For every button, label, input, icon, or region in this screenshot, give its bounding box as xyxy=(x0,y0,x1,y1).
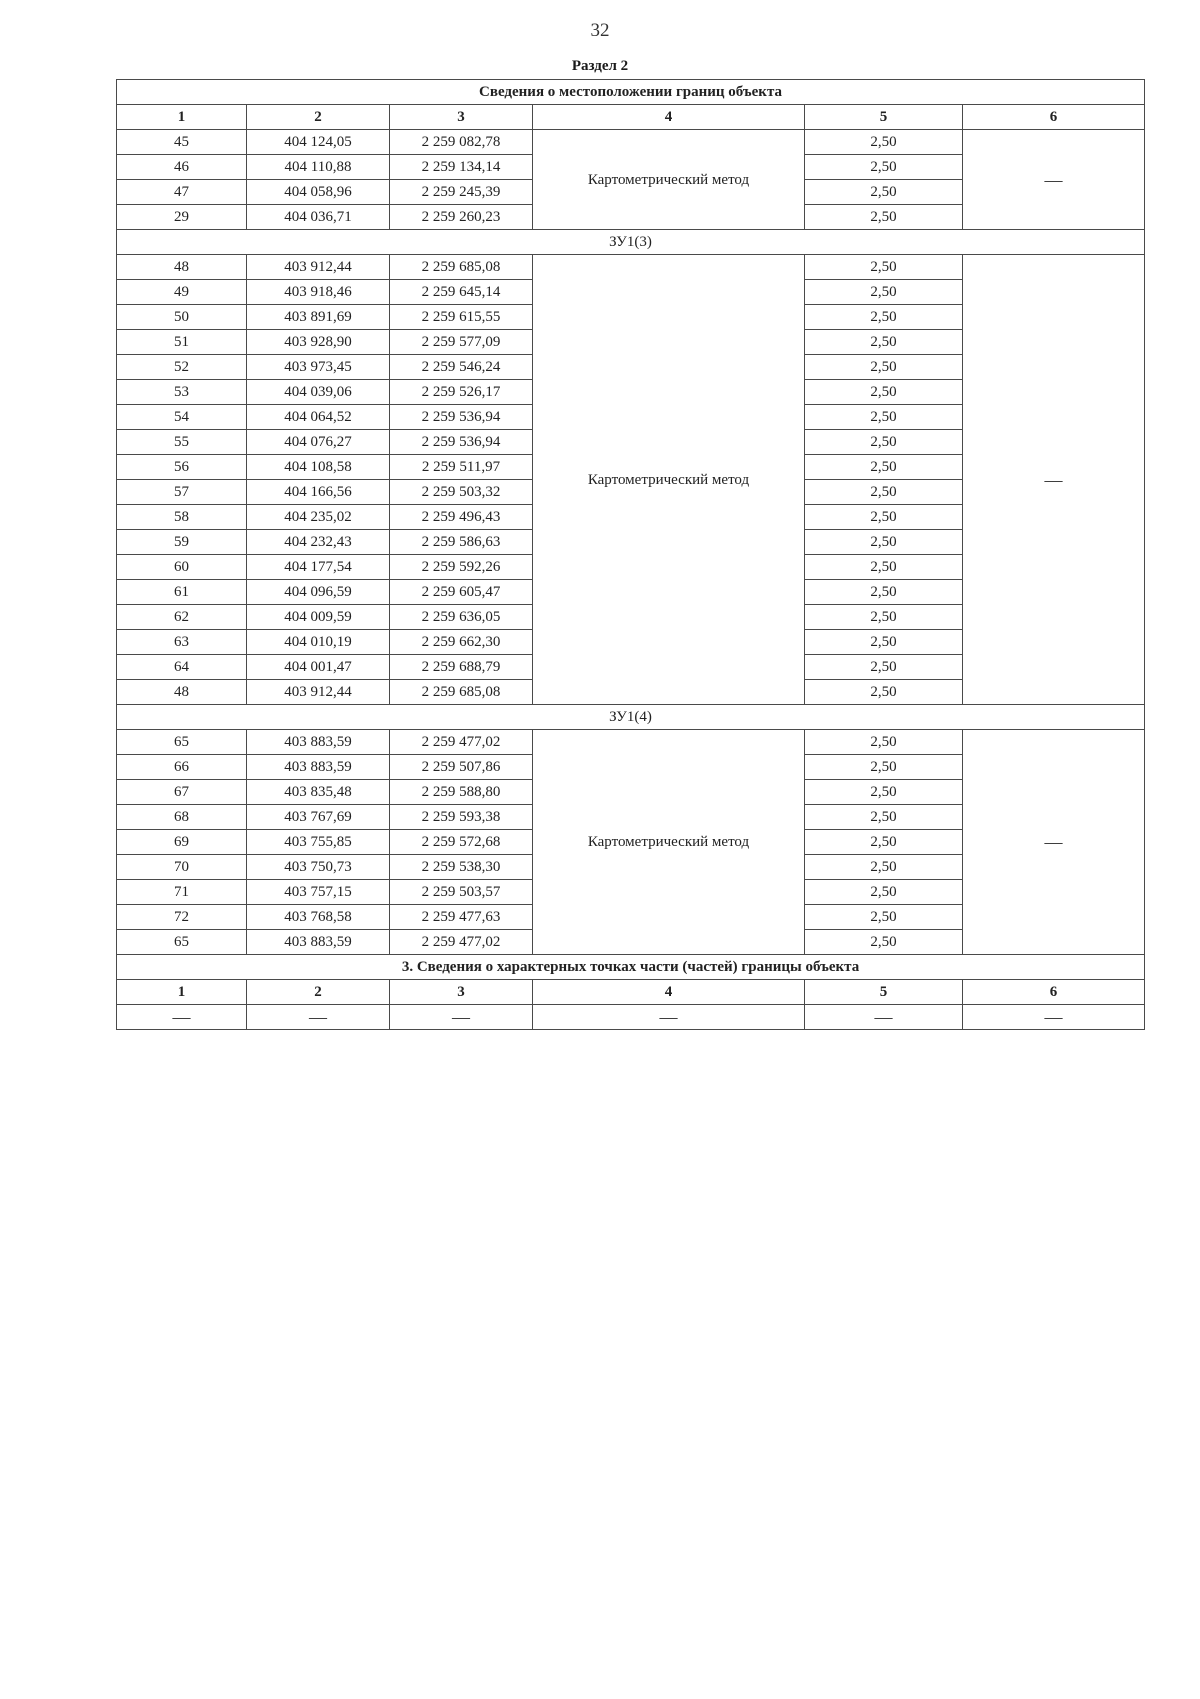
part-label-row xyxy=(117,705,1145,730)
point-number-cell: 56 xyxy=(117,455,247,480)
accuracy-cell: 2,50 xyxy=(805,330,963,355)
accuracy-cell: 2,50 xyxy=(805,855,963,880)
column-number: 1 xyxy=(117,980,247,1005)
x-coordinate-cell: 404 064,52 xyxy=(247,405,390,430)
x-coordinate-cell: 403 768,58 xyxy=(247,905,390,930)
x-coordinate-cell: 404 039,06 xyxy=(247,380,390,405)
y-coordinate-cell: 2 259 477,63 xyxy=(390,905,533,930)
point-number-cell: 47 xyxy=(117,180,247,205)
y-coordinate-cell: 2 259 685,08 xyxy=(390,255,533,280)
accuracy-cell: 2,50 xyxy=(805,480,963,505)
accuracy-cell: 2,50 xyxy=(805,455,963,480)
accuracy-cell: 2,50 xyxy=(805,305,963,330)
accuracy-cell: 2,50 xyxy=(805,255,963,280)
point-number-cell: 57 xyxy=(117,480,247,505)
point-number-cell: 65 xyxy=(117,930,247,955)
part-label-row xyxy=(117,230,1145,255)
x-coordinate-cell: 404 009,59 xyxy=(247,605,390,630)
point-number-cell: 46 xyxy=(117,155,247,180)
y-coordinate-cell: 2 259 685,08 xyxy=(390,680,533,705)
point-number-cell: 53 xyxy=(117,380,247,405)
accuracy-cell: 2,50 xyxy=(805,555,963,580)
part-points-row xyxy=(117,1005,1145,1030)
x-coordinate-cell: 403 973,45 xyxy=(247,355,390,380)
x-coordinate-cell: 403 757,15 xyxy=(247,880,390,905)
accuracy-cell: 2,50 xyxy=(805,730,963,755)
accuracy-cell: 2,50 xyxy=(805,880,963,905)
point-number-cell: 45 xyxy=(117,130,247,155)
point-number-cell: 71 xyxy=(117,880,247,905)
point-number-cell: 48 xyxy=(117,255,247,280)
accuracy-cell: 2,50 xyxy=(805,130,963,155)
x-coordinate-cell: 404 036,71 xyxy=(247,205,390,230)
x-coordinate-cell: 403 918,46 xyxy=(247,280,390,305)
point-number-cell: 63 xyxy=(117,630,247,655)
table-caption-row xyxy=(117,80,1145,105)
x-coordinate-cell: 403 912,44 xyxy=(247,255,390,280)
y-coordinate-cell: 2 259 477,02 xyxy=(390,930,533,955)
x-coordinate-cell: 404 110,88 xyxy=(247,155,390,180)
y-coordinate-cell: 2 259 134,14 xyxy=(390,155,533,180)
x-coordinate-cell: 404 177,54 xyxy=(247,555,390,580)
x-coordinate-cell: 404 058,96 xyxy=(247,180,390,205)
x-coordinate-cell: 403 891,69 xyxy=(247,305,390,330)
accuracy-cell: 2,50 xyxy=(805,605,963,630)
y-coordinate-cell: 2 259 572,68 xyxy=(390,830,533,855)
x-coordinate-cell: 404 010,19 xyxy=(247,630,390,655)
accuracy-cell: 2,50 xyxy=(805,905,963,930)
accuracy-cell: 2,50 xyxy=(805,530,963,555)
x-coordinate-cell: 404 235,02 xyxy=(247,505,390,530)
x-coordinate-cell: 404 076,27 xyxy=(247,430,390,455)
point-number-cell: 68 xyxy=(117,805,247,830)
description-cell: — xyxy=(963,730,1145,955)
method-cell: Картометрический метод xyxy=(533,130,805,230)
y-coordinate-cell: 2 259 245,39 xyxy=(390,180,533,205)
point-number-cell: 54 xyxy=(117,405,247,430)
point-number-cell: 58 xyxy=(117,505,247,530)
y-coordinate-cell: 2 259 082,78 xyxy=(390,130,533,155)
point-number-cell: 72 xyxy=(117,905,247,930)
y-coordinate-cell: 2 259 577,09 xyxy=(390,330,533,355)
y-coordinate-cell: 2 259 503,57 xyxy=(390,880,533,905)
column-number: 3 xyxy=(390,980,533,1005)
point-number-cell: 69 xyxy=(117,830,247,855)
x-coordinate-cell: 404 232,43 xyxy=(247,530,390,555)
column-number: 2 xyxy=(247,980,390,1005)
accuracy-cell: 2,50 xyxy=(805,430,963,455)
y-coordinate-cell: 2 259 636,05 xyxy=(390,605,533,630)
point-number-cell: 51 xyxy=(117,330,247,355)
accuracy-cell: 2,50 xyxy=(805,630,963,655)
empty-value-cell: — xyxy=(533,1005,805,1030)
accuracy-cell: 2,50 xyxy=(805,180,963,205)
x-coordinate-cell: 404 124,05 xyxy=(247,130,390,155)
point-number-cell: 52 xyxy=(117,355,247,380)
part-points-caption-row xyxy=(117,955,1145,980)
x-coordinate-cell: 403 883,59 xyxy=(247,930,390,955)
column-number: 4 xyxy=(533,980,805,1005)
column-number: 5 xyxy=(805,980,963,1005)
x-coordinate-cell: 403 883,59 xyxy=(247,730,390,755)
x-coordinate-cell: 404 001,47 xyxy=(247,655,390,680)
section-title: Раздел 2 xyxy=(571,58,629,74)
y-coordinate-cell: 2 259 546,24 xyxy=(390,355,533,380)
y-coordinate-cell: 2 259 593,38 xyxy=(390,805,533,830)
empty-value-cell: — xyxy=(805,1005,963,1030)
point-number-cell: 64 xyxy=(117,655,247,680)
y-coordinate-cell: 2 259 688,79 xyxy=(390,655,533,680)
column-number: 3 xyxy=(390,105,533,130)
column-number: 1 xyxy=(117,105,247,130)
part-points-caption: 3. Сведения о характерных точках части (частей) границы объекта xyxy=(117,955,1145,980)
x-coordinate-cell: 403 835,48 xyxy=(247,780,390,805)
x-coordinate-cell: 403 750,73 xyxy=(247,855,390,880)
point-number-cell: 55 xyxy=(117,430,247,455)
accuracy-cell: 2,50 xyxy=(805,680,963,705)
y-coordinate-cell: 2 259 662,30 xyxy=(390,630,533,655)
point-number-cell: 29 xyxy=(117,205,247,230)
y-coordinate-cell: 2 259 260,23 xyxy=(390,205,533,230)
accuracy-cell: 2,50 xyxy=(805,830,963,855)
point-number-cell: 48 xyxy=(117,680,247,705)
accuracy-cell: 2,50 xyxy=(805,155,963,180)
y-coordinate-cell: 2 259 536,94 xyxy=(390,405,533,430)
main-column-numbers-row xyxy=(117,105,1145,130)
accuracy-cell: 2,50 xyxy=(805,205,963,230)
accuracy-cell: 2,50 xyxy=(805,580,963,605)
method-cell: Картометрический метод xyxy=(533,255,805,705)
column-number: 6 xyxy=(963,980,1145,1005)
accuracy-cell: 2,50 xyxy=(805,280,963,305)
description-cell: — xyxy=(963,255,1145,705)
accuracy-cell: 2,50 xyxy=(805,805,963,830)
part-label: ЗУ1(4) xyxy=(117,705,1145,730)
x-coordinate-cell: 403 912,44 xyxy=(247,680,390,705)
y-coordinate-cell: 2 259 645,14 xyxy=(390,280,533,305)
y-coordinate-cell: 2 259 477,02 xyxy=(390,730,533,755)
y-coordinate-cell: 2 259 536,94 xyxy=(390,430,533,455)
y-coordinate-cell: 2 259 503,32 xyxy=(390,480,533,505)
y-coordinate-cell: 2 259 507,86 xyxy=(390,755,533,780)
y-coordinate-cell: 2 259 526,17 xyxy=(390,380,533,405)
method-cell: Картометрический метод xyxy=(533,730,805,955)
accuracy-cell: 2,50 xyxy=(805,505,963,530)
point-number-cell: 60 xyxy=(117,555,247,580)
column-number: 4 xyxy=(533,105,805,130)
table-caption: Сведения о местоположении границ объекта xyxy=(117,80,1145,105)
point-number-cell: 65 xyxy=(117,730,247,755)
accuracy-cell: 2,50 xyxy=(805,780,963,805)
x-coordinate-cell: 404 166,56 xyxy=(247,480,390,505)
empty-value-cell: — xyxy=(963,1005,1145,1030)
table-body xyxy=(117,80,1145,1030)
accuracy-cell: 2,50 xyxy=(805,405,963,430)
x-coordinate-cell: 403 767,69 xyxy=(247,805,390,830)
point-number-cell: 49 xyxy=(117,280,247,305)
x-coordinate-cell: 404 108,58 xyxy=(247,455,390,480)
point-number-cell: 67 xyxy=(117,780,247,805)
x-coordinate-cell: 403 755,85 xyxy=(247,830,390,855)
y-coordinate-cell: 2 259 496,43 xyxy=(390,505,533,530)
y-coordinate-cell: 2 259 588,80 xyxy=(390,780,533,805)
accuracy-cell: 2,50 xyxy=(805,655,963,680)
empty-value-cell: — xyxy=(390,1005,533,1030)
part-column-numbers-row xyxy=(117,980,1145,1005)
point-number-cell: 66 xyxy=(117,755,247,780)
x-coordinate-cell: 403 883,59 xyxy=(247,755,390,780)
point-number-cell: 61 xyxy=(117,580,247,605)
x-coordinate-cell: 404 096,59 xyxy=(247,580,390,605)
y-coordinate-cell: 2 259 511,97 xyxy=(390,455,533,480)
table-row xyxy=(117,255,1145,280)
y-coordinate-cell: 2 259 538,30 xyxy=(390,855,533,880)
y-coordinate-cell: 2 259 605,47 xyxy=(390,580,533,605)
point-number-cell: 59 xyxy=(117,530,247,555)
x-coordinate-cell: 403 928,90 xyxy=(247,330,390,355)
point-number-cell: 50 xyxy=(117,305,247,330)
point-number-cell: 62 xyxy=(117,605,247,630)
column-number: 2 xyxy=(247,105,390,130)
part-label: ЗУ1(3) xyxy=(117,230,1145,255)
empty-value-cell: — xyxy=(117,1005,247,1030)
y-coordinate-cell: 2 259 615,55 xyxy=(390,305,533,330)
accuracy-cell: 2,50 xyxy=(805,355,963,380)
accuracy-cell: 2,50 xyxy=(805,755,963,780)
page-number: 32 xyxy=(590,20,610,41)
empty-value-cell: — xyxy=(247,1005,390,1030)
point-number-cell: 70 xyxy=(117,855,247,880)
y-coordinate-cell: 2 259 586,63 xyxy=(390,530,533,555)
y-coordinate-cell: 2 259 592,26 xyxy=(390,555,533,580)
accuracy-cell: 2,50 xyxy=(805,380,963,405)
table-row xyxy=(117,130,1145,155)
accuracy-cell: 2,50 xyxy=(805,930,963,955)
column-number: 5 xyxy=(805,105,963,130)
table-row xyxy=(117,730,1145,755)
description-cell: — xyxy=(963,130,1145,230)
column-number: 6 xyxy=(963,105,1145,130)
boundary-coordinates-table xyxy=(116,79,1145,1030)
